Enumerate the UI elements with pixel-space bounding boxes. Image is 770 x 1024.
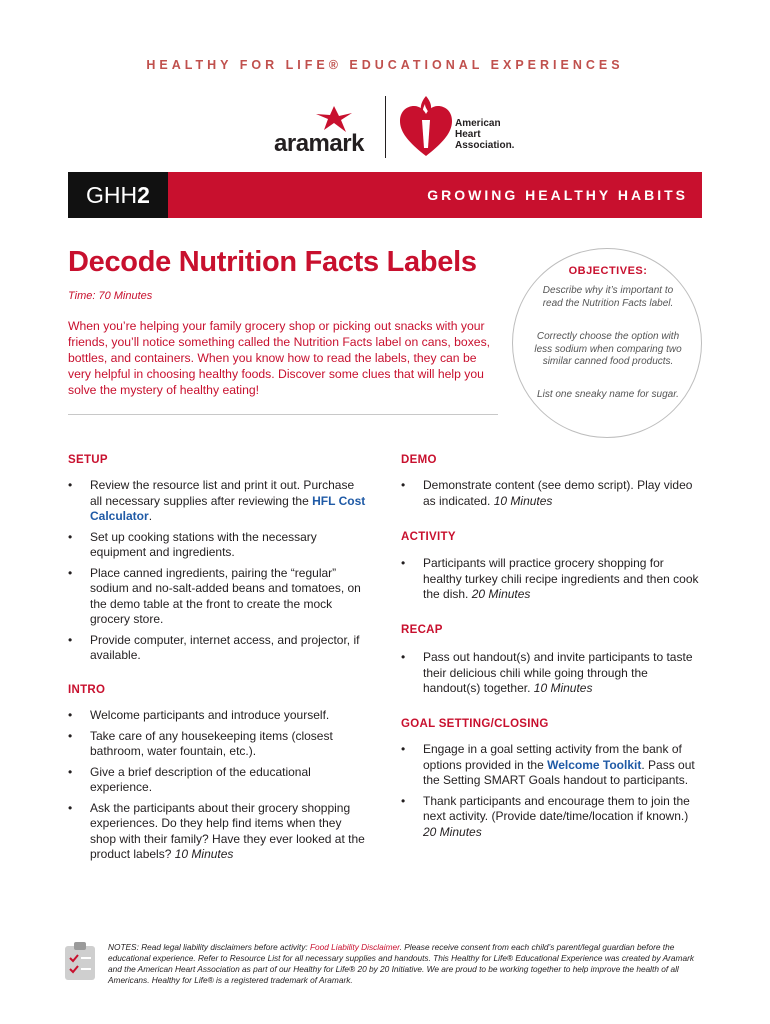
lesson-code: GHH2 xyxy=(68,172,168,218)
demo-list xyxy=(401,478,701,514)
objectives-title: OBJECTIVES: xyxy=(568,265,648,277)
intro-list xyxy=(68,708,368,868)
clipboard-checklist-icon xyxy=(62,940,98,982)
list-item: • Participants will practice grocery shopping for healthy turkey chili recipe ingredients and then cook the dish. 20 Minutes xyxy=(401,556,701,603)
list-item: • Take care of any housekeeping items (closest bathroom, water fountain, etc.). xyxy=(68,729,368,760)
title-banner xyxy=(68,172,702,218)
objective-item: List one sneaky name for sugar. xyxy=(537,389,679,400)
divider xyxy=(68,414,498,415)
welcome-toolkit-link[interactable]: Welcome Toolkit xyxy=(547,757,642,772)
footer-notes: NOTES: Read legal liability disclaimers before activity: Food Liability Disclaimer. Please receive consent from each child’s parent/legal guardian before the educational experience. Refer to Resource List for all necessary supplies and handouts. This Healthy for Life® Educational Experience was created by Aramark and the American Heart Association as part of our Healthy for Life® 20 by 20 Initiative. We are proud to be working together to help improve the health of all Americans. Healthy for Life® is a registered trademark of Aramark. xyxy=(108,942,694,985)
objective-item: Describe why it’s important to read the Nutrition Facts label. xyxy=(542,285,674,309)
aha-logo xyxy=(398,94,528,160)
goal-heading: GOAL SETTING/CLOSING xyxy=(401,718,549,730)
list-item: • Demonstrate content (see demo script). Play video as indicated. 10 Minutes xyxy=(401,478,701,509)
food-liability-disclaimer-link[interactable]: Food Liability Disclaimer xyxy=(309,942,400,952)
list-item: • Engage in a goal setting activity from the bank of options provided in the Welcome Toolkit. Pass out the Setting SMART Goals handout to participants. xyxy=(401,742,701,789)
logo-divider xyxy=(385,96,386,158)
recap-list xyxy=(401,650,701,702)
recap-heading: RECAP xyxy=(401,624,443,636)
lesson-title: Decode Nutrition Facts Labels xyxy=(68,246,477,278)
list-item: • Provide computer, internet access, and projector, if available. xyxy=(68,633,368,664)
setup-list xyxy=(68,478,368,669)
banner-title: GROWING HEALTHY HABITS xyxy=(427,187,688,203)
aha-wordmark: American Heart Association. xyxy=(455,118,515,151)
activity-list xyxy=(401,556,701,608)
aramark-logo xyxy=(274,104,370,160)
list-item: • Set up cooking stations with the necessary equipment and ingredients. xyxy=(68,530,368,561)
list-item: • Welcome participants and introduce yourself. xyxy=(68,708,368,724)
objective-item: Correctly choose the option with less sodium when comparing two similar canned food products. xyxy=(534,331,682,367)
demo-heading: DEMO xyxy=(401,454,437,466)
aramark-wordmark: aramark xyxy=(274,130,364,157)
list-item: • Thank participants and encourage them to join the next activity. (Provide date/time/location if known.) 20 Minutes xyxy=(401,794,701,841)
list-item: • Pass out handout(s) and invite participants to taste their delicious chili while going through the handout(s) together. 10 Minutes xyxy=(401,650,701,697)
heart-torch-icon xyxy=(398,94,454,160)
goal-list xyxy=(401,742,701,845)
hfl-cost-calculator-link[interactable]: HFL Cost Calculator xyxy=(90,493,366,523)
lesson-intro: When you’re helping your family grocery shop or picking out snacks with your friends, you’ll notice something called the Nutrition Facts label on cans, boxes, bottles, and containers. When you know how to read the labels, they can be very helpful in choosing healthy foods. Discover some clues that will help you solve the mystery of healthy eating! xyxy=(68,319,491,397)
objectives-circle xyxy=(512,248,702,438)
intro-heading: INTRO xyxy=(68,684,106,696)
list-item: • Review the resource list and print it out. Purchase all necessary supplies after reviewing the HFL Cost Calculator. xyxy=(68,478,368,525)
setup-heading: SETUP xyxy=(68,454,108,466)
program-header: HEALTHY FOR LIFE® EDUCATIONAL EXPERIENCES xyxy=(146,58,624,72)
activity-heading: ACTIVITY xyxy=(401,531,456,543)
logo-bar xyxy=(0,94,770,164)
list-item: • Ask the participants about their grocery shopping experiences. Do they help find items when they shop with their family? Have they ever looked at the product labels? 10 Minutes xyxy=(68,801,368,863)
lesson-time: Time: 70 Minutes xyxy=(68,290,153,302)
list-item: • Place canned ingredients, pairing the “regular” sodium and no-salt-added beans and tomatoes, on the demo table at the front to create the mock grocery store. xyxy=(68,566,368,628)
list-item: • Give a brief description of the educational experience. xyxy=(68,765,368,796)
